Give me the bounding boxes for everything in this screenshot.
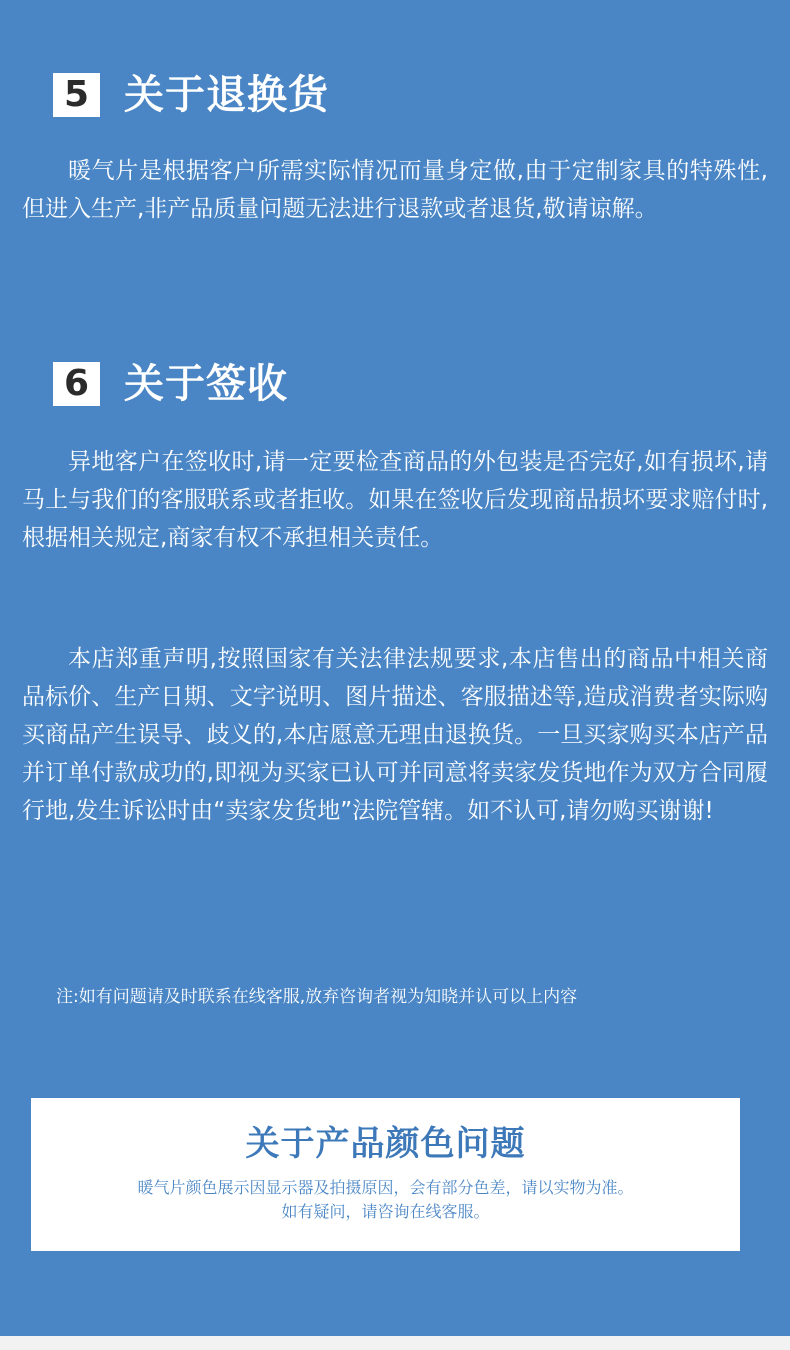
color-notice-line-2: 如有疑问，请咨询在线客服。 bbox=[281, 1202, 490, 1221]
color-notice-line-1: 暖气片颜色展示因显示器及拍摄原因，会有部分色差，请以实物为准。 bbox=[137, 1178, 634, 1197]
color-notice-box bbox=[31, 1098, 740, 1251]
section-5-body: 暖气片是根据客户所需实际情况而量身定做,由于定制家具的特殊性,但进入生产,非产品质量问题无法进行退款或者退货,敬请谅解。 bbox=[22, 158, 768, 222]
section-5-heading bbox=[53, 73, 329, 117]
section-5-title: 关于退换货 bbox=[124, 72, 329, 118]
footer-note: 注:如有问题请及时联系在线客服,放弃咨询者视为知晓并认可以上内容 bbox=[56, 987, 578, 1007]
section-6-heading bbox=[53, 362, 288, 406]
section-6-number-badge: 6 bbox=[53, 362, 100, 406]
section-6-title: 关于签收 bbox=[124, 361, 288, 407]
color-notice-title: 关于产品颜色问题 bbox=[245, 1124, 526, 1164]
section-6-body-2: 本店郑重声明,按照国家有关法律法规要求,本店售出的商品中相关商品标价、生产日期、文字说明、图片描述、客服描述等,造成消费者实际购买商品产生误导、歧义的,本店愿意无理由退换货。一旦买家购买本店产品并订单付款成功的,即视为买家已认可并同意将卖家发货地作为双方合同履行地,发生诉讼时由“卖家发货地”法院管辖。如不认可,请勿购买谢谢! bbox=[22, 646, 768, 824]
section-5-number-badge: 5 bbox=[53, 73, 100, 117]
section-6-body-1: 异地客户在签收时,请一定要检查商品的外包装是否完好,如有损坏,请马上与我们的客服联系或者拒收。如果在签收后发现商品损坏要求赔付时,根据相关规定,商家有权不承担相关责任。 bbox=[22, 449, 768, 551]
